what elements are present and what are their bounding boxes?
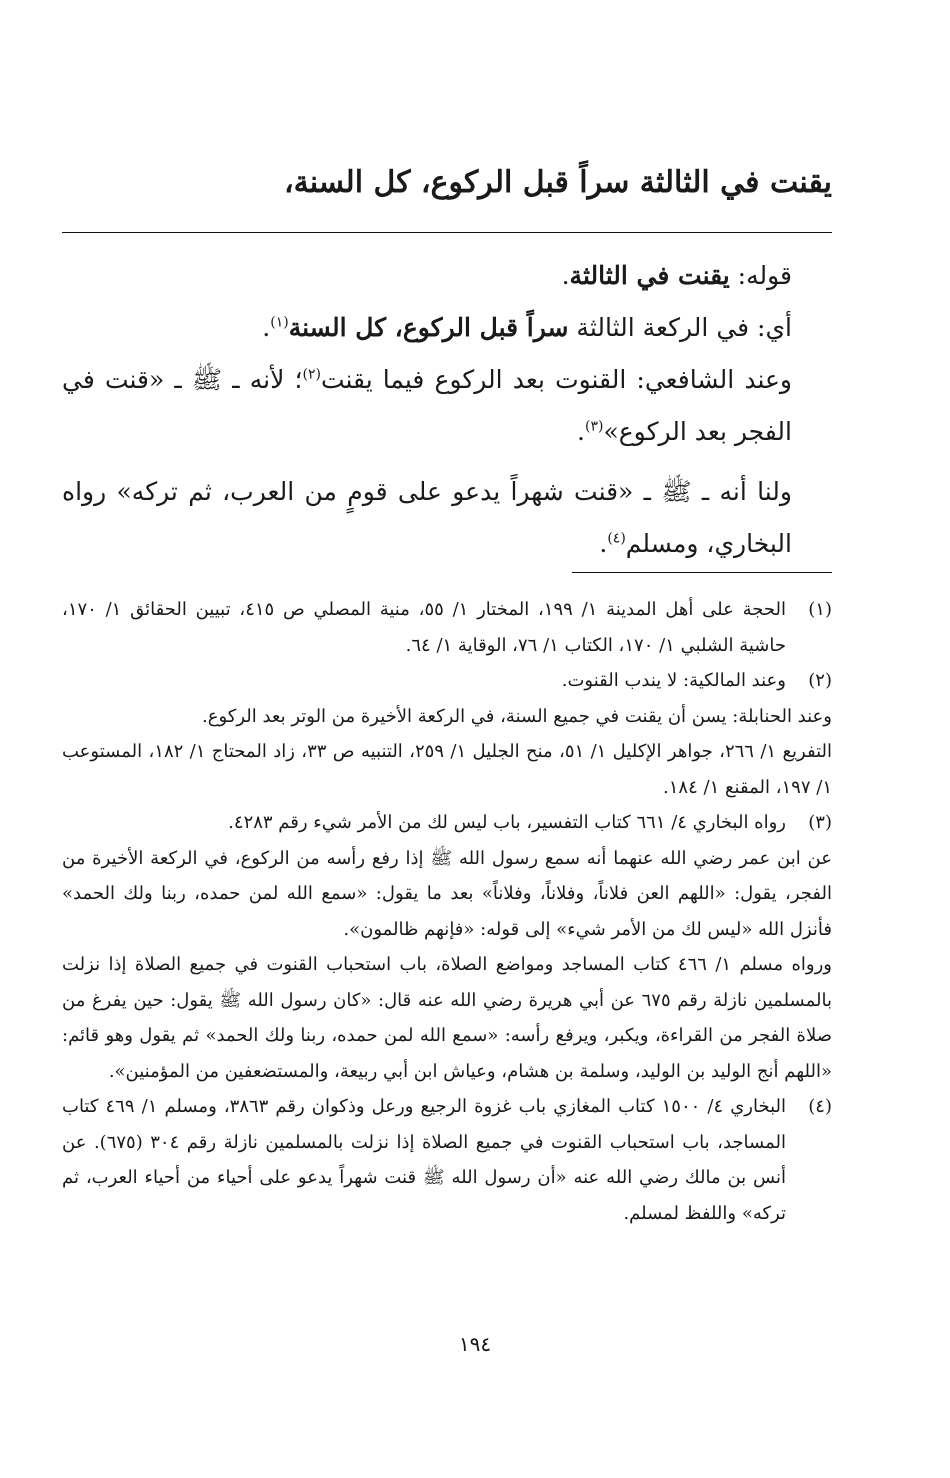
main-text [62,250,832,570]
footnote-text: الحجة على أهل المدينة ١/ ١٩٩، المختار ١/ ٥٥، منية المصلي ص ٤١٥، تبيين الحقائق ١/ ١٧٠، حاشية الشلبي ١/ ١٧٠، الكتاب ١/ ٧٦، الوقاية ١/ ٦٤. [62,599,787,656]
footnote-ref-1: (١) [270,314,289,331]
p3-suffix: . [577,417,585,446]
footnote-2 [62,663,832,699]
footnote-line: وعند الحنابلة: يسن أن يقنت في جميع السنة، في الركعة الأخيرة من الوتر بعد الركوع. [202,705,832,727]
p4-text: ولنا أنه ـ ﷺ ـ «قنت شهراً يدعو على قومٍ من العرب، ثم تركه» رواه البخاري، ومسلم [62,477,792,558]
footnote-number: (١) [808,599,832,620]
running-header: يقنت في الثالثة سراً قبل الركوع، كل السنة، [283,165,832,200]
footnote-3-continued [62,841,832,1090]
footnote-4 [62,1089,832,1231]
footnote-body [62,699,832,806]
footnote-number: (٤) [808,1096,832,1117]
p2-matn: سراً قبل الركوع، كل السنة [288,313,569,342]
p2-prefix: أي: في الركعة الثالثة [568,313,792,342]
footnotes [62,592,832,1231]
paragraph-4 [62,466,832,570]
footnote-body [62,805,786,841]
footnote-line: التفريع ١/ ٢٦٦، جواهر الإكليل ١/ ٥١، منح الجليل ١/ ٢٥٩، التنبيه ص ٣٣، زاد المحتاج ١/ ١٨٢، المستوعب ١/ ١٩٧، المقنع ١/ ١٨٤. [62,741,832,798]
p3-text: وعند الشافعي: القنوت بعد الركوع فيما يقنت [320,365,792,394]
footnote-body [62,592,786,663]
footnote-ref-4: (٤) [607,530,626,547]
footnote-number: (٢) [808,670,832,691]
footnote-2-continued [62,699,832,806]
p1-matn: يقنت في الثالثة [569,261,730,290]
footnote-separator [572,572,832,573]
footnote-body [62,663,786,699]
paragraph-3 [62,354,832,458]
footnote-line: رواه البخاري ٤/ ٦٦١ كتاب التفسير، باب ليس لك من الأمر شيء رقم ٤٢٨٣. [228,812,786,833]
p3-mid: ؛ لأنه ـ ﷺ ـ «قنت في الفجر بعد الركوع» [62,365,792,446]
footnote-body [62,1089,786,1231]
header-rule [62,232,832,233]
p4-suffix: . [599,529,608,558]
footnote-3 [62,805,832,841]
footnote-line: عن ابن عمر رضي الله عنهما أنه سمع رسول الله ﷺ إذا رفع رأسه من الركوع، في الركعة الأخيرة من الفجر، يقول: «اللهم العن فلاناً، وفلاناً، وفلاناً» بعد ما يقول: «سمع الله لمن حمده، ربنا ولك الحمد» فأنزل الله «ليس لك من الأمر شيء» إلى قوله: «فإنهم ظالمون». [62,847,832,940]
footnote-line: ورواه مسلم ١/ ٤٦٦ كتاب المساجد ومواضع الصلاة، باب استحباب القنوت في جميع الصلاة إذا نزلت بالمسلمين نازلة رقم ٦٧٥ عن أبي هريرة رضي الله عنه قال: «كان رسول الله ﷺ يقول: حين يفرغ من صلاة الفجر من القراءة، ويكبر، ويرفع رأسه: «سمع الله لمن حمده، ربنا ولك الحمد» ثم يقول وهو قائم: «اللهم أنج الوليد بن الوليد، وسلمة بن هشام، وعياش ابن أبي ربيعة، والمستضعفين من المؤمنين». [62,954,832,1082]
footnote-ref-3: (٣) [584,418,604,435]
footnote-number: (٣) [808,812,832,833]
p1-suffix: . [561,261,570,290]
page-number: ١٩٤ [458,1332,492,1356]
p2-suffix: . [262,313,271,342]
footnote-ref-2: (٢) [302,366,321,383]
paragraph-1 [62,250,832,302]
footnote-1 [62,592,832,663]
footnote-text: البخاري ٤/ ١٥٠٠ كتاب المغازي باب غزوة الرجيع ورعل وذكوان رقم ٣٨٦٣، ومسلم ١/ ٤٦٩ كتاب المساجد، باب استحباب القنوت في جميع الصلاة إذا نزلت بالمسلمين نازلة رقم ٣٠٤ (٦٧٥). عن أنس بن مالك رضي الله عنه «أن رسول الله ﷺ قنت شهراً يدعو على أحياء من أحياء العرب، ثم تركه» واللفظ لمسلم. [62,1096,787,1224]
p1-prefix: قوله: [729,261,792,290]
footnote-line: وعند المالكية: لا يندب القنوت. [561,670,786,691]
footnote-body [62,841,832,1090]
paragraph-2 [62,302,832,354]
